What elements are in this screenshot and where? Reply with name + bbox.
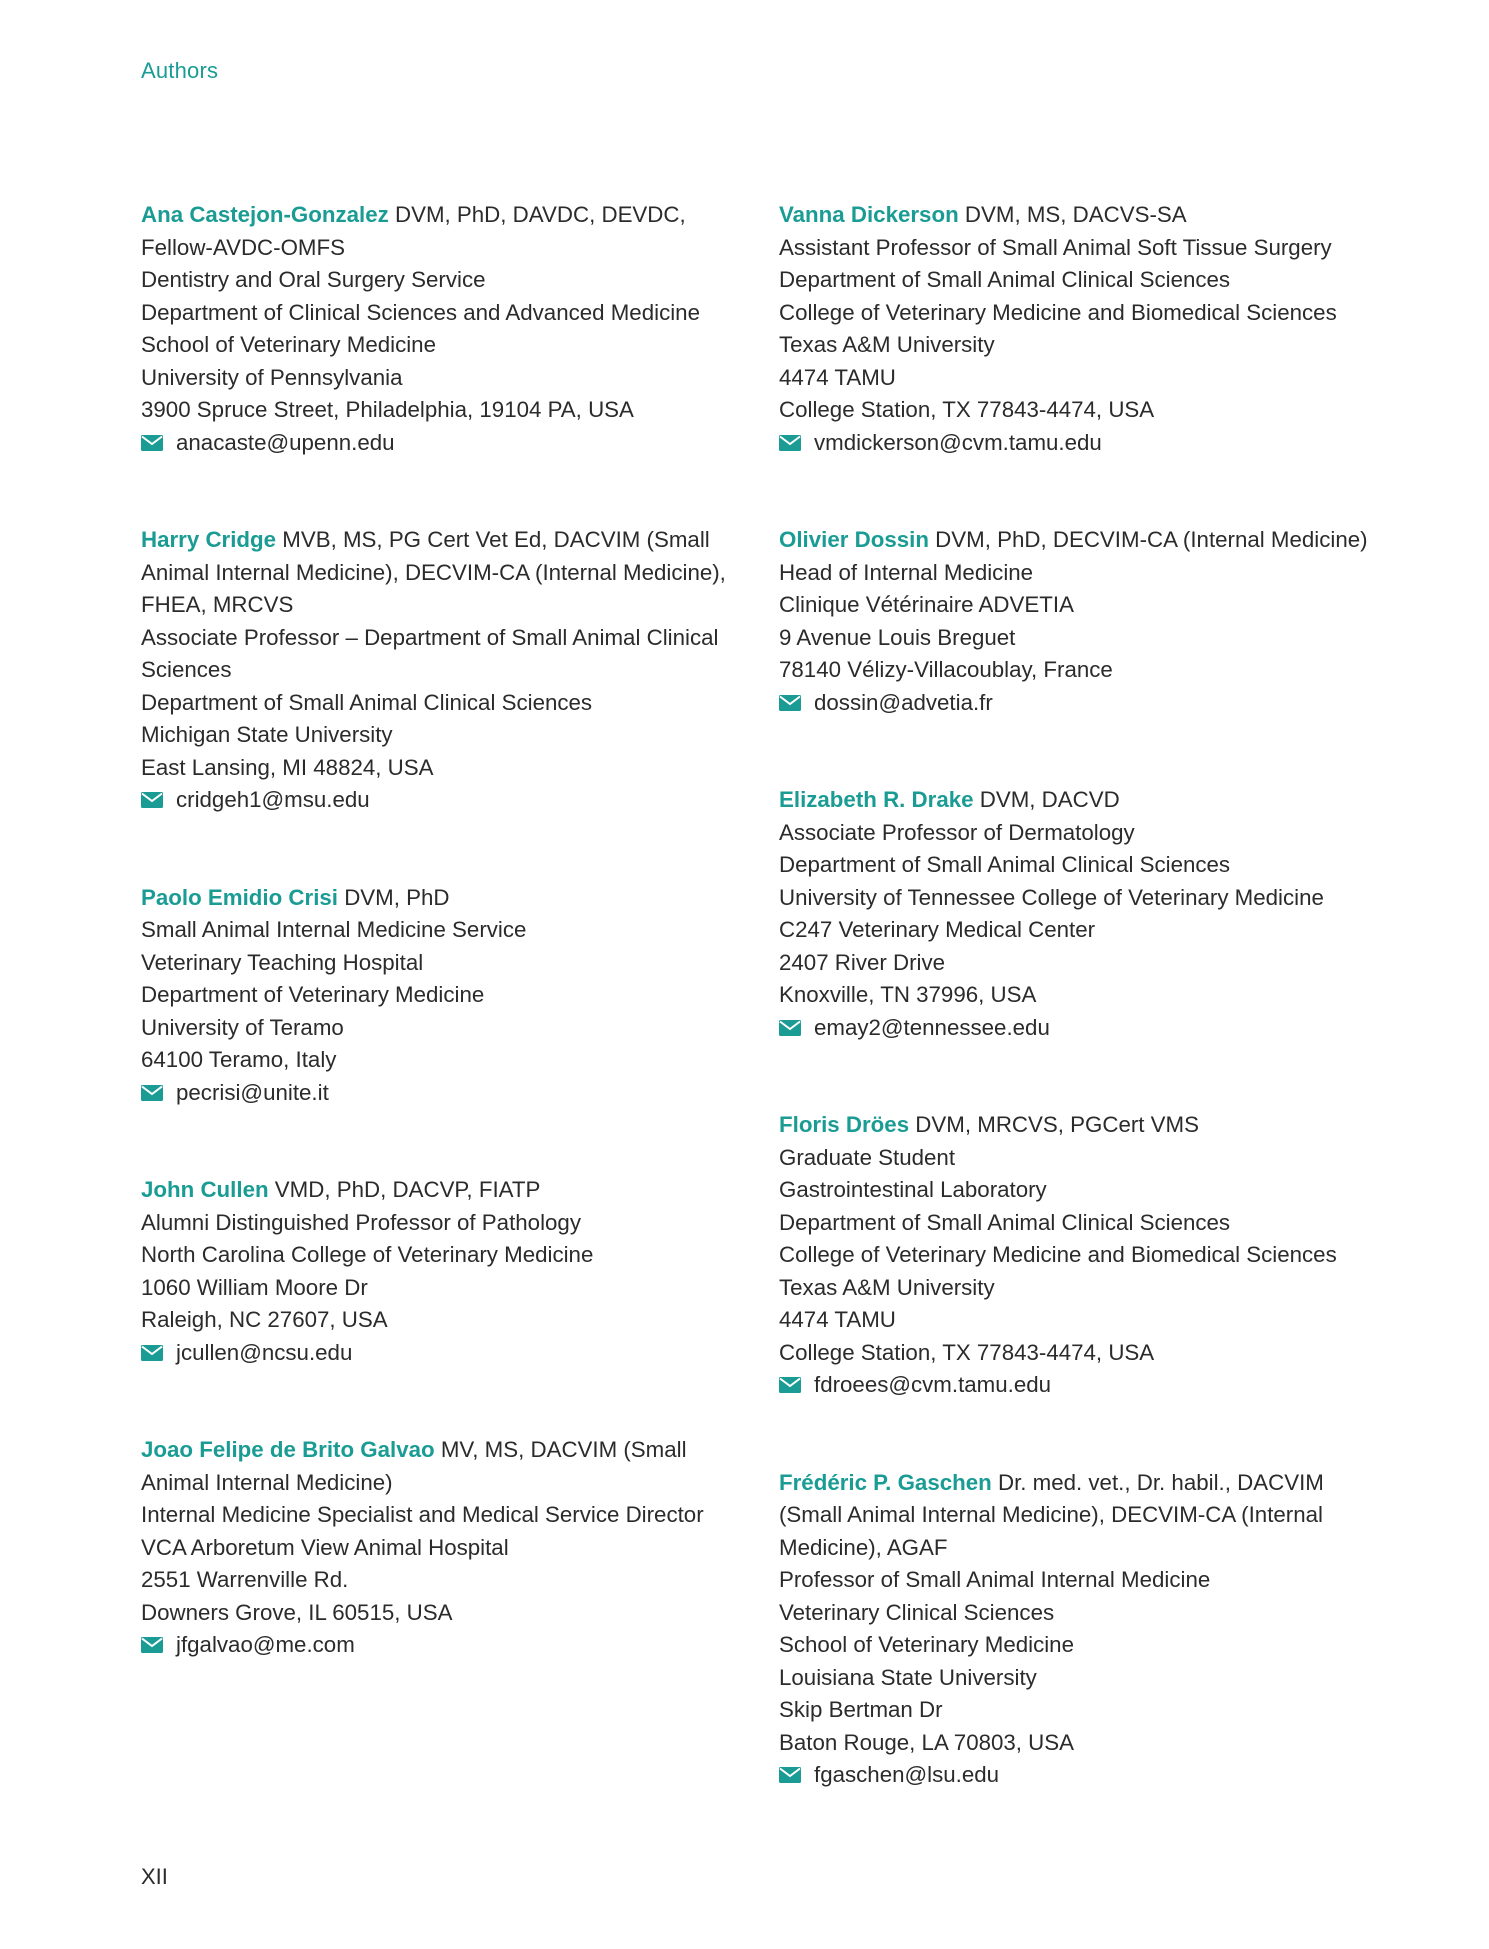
author-name: Floris Dröes (779, 1112, 910, 1137)
author-name: Joao Felipe de Brito Galvao (141, 1437, 435, 1462)
affiliation-line: Associate Professor – Department of Small Animal Clinical (141, 624, 719, 650)
email-line (779, 1012, 1459, 1045)
affiliation-line: College Station, TX 77843-4474, USA (779, 1339, 1155, 1365)
email-line (141, 784, 761, 817)
affiliation-line: Assistant Professor of Small Animal Soft Tissue Surgery (779, 234, 1332, 260)
email-link[interactable]: jfgalvao@me.com (176, 1632, 355, 1657)
right-author-column (779, 199, 1459, 1792)
affiliation-line: College of Veterinary Medicine and Biomedical Sciences (779, 1242, 1337, 1267)
affiliation-line: Fellow-AVDC-OMFS (141, 234, 345, 260)
author-credentials: Dr. med. vet., Dr. habil., DACVIM (991, 1469, 1324, 1495)
affiliation-line: 9 Avenue Louis Breguet (779, 624, 1016, 650)
affiliation-line: University of Tennessee College of Veterinary Medicine (779, 884, 1324, 910)
author-credentials: VMD, PhD, DACVP, FIATP (268, 1177, 541, 1202)
affiliation-line: College Station, TX 77843-4474, USA (779, 397, 1155, 422)
author-name: Ana Castejon-Gonzalez (141, 202, 389, 227)
affiliation-line: University of Teramo (141, 1014, 344, 1040)
affiliation-line: Michigan State University (141, 722, 393, 747)
email-link[interactable]: pecrisi@unite.it (176, 1079, 329, 1105)
email-line (141, 1077, 761, 1110)
author-name: Harry Cridge (141, 527, 277, 552)
affiliation-line: Gastrointestinal Laboratory (779, 1177, 1047, 1202)
affiliation-line: Clinique Vétérinaire ADVETIA (779, 592, 1074, 617)
author-entry (141, 199, 761, 459)
author-entry (141, 1434, 761, 1662)
email-line (141, 1337, 761, 1370)
affiliation-line: 78140 Vélizy-Villacoublay, France (779, 657, 1113, 682)
affiliation-line: C247 Veterinary Medical Center (779, 917, 1096, 942)
envelope-icon (141, 792, 163, 808)
author-name: Frédéric P. Gaschen (779, 1469, 992, 1495)
page-number: XII (141, 1864, 168, 1889)
affiliation-line: Texas A&M University (779, 332, 995, 357)
affiliation-line: Animal Internal Medicine), DECVIM-CA (Internal Medicine), (141, 559, 726, 585)
envelope-icon (141, 1085, 163, 1101)
envelope-icon (779, 435, 801, 451)
author-credentials: DVM, PhD (338, 884, 450, 910)
author-name: Olivier Dossin (779, 527, 929, 552)
author-credentials: MV, MS, DACVIM (Small (434, 1437, 687, 1462)
email-link[interactable]: anacaste@upenn.edu (176, 429, 395, 455)
affiliation-line: Veterinary Teaching Hospital (141, 949, 424, 975)
envelope-icon (779, 1377, 801, 1393)
affiliation-line: 2551 Warrenville Rd. (141, 1567, 349, 1592)
author-name: Paolo Emidio Crisi (141, 884, 338, 910)
author-credentials: DVM, PhD, DECVIM-CA (Internal Medicine) (928, 527, 1368, 552)
affiliation-line: VCA Arboretum View Animal Hospital (141, 1534, 509, 1560)
left-author-column (141, 199, 761, 1662)
affiliation-line: Department of Small Animal Clinical Sciences (779, 852, 1231, 877)
author-name: Elizabeth R. Drake (779, 787, 974, 812)
envelope-icon (141, 1345, 163, 1361)
author-name: John Cullen (141, 1177, 269, 1202)
affiliation-line: Department of Small Animal Clinical Sciences (141, 689, 593, 715)
affiliation-line: Department of Small Animal Clinical Sciences (779, 1209, 1231, 1235)
affiliation-line: (Small Animal Internal Medicine), DECVIM-CA (Internal (779, 1502, 1323, 1527)
affiliation-line: College of Veterinary Medicine and Biomedical Sciences (779, 299, 1337, 325)
affiliation-line: Dentistry and Oral Surgery Service (141, 267, 486, 292)
email-line (779, 427, 1459, 460)
affiliation-line: Graduate Student (779, 1144, 956, 1170)
envelope-icon (141, 435, 163, 451)
affiliation-line: School of Veterinary Medicine (141, 332, 436, 357)
affiliation-line: Baton Rouge, LA 70803, USA (779, 1729, 1075, 1755)
author-entry (779, 1467, 1459, 1792)
envelope-icon (779, 1767, 801, 1783)
affiliation-line: 2407 River Drive (779, 949, 946, 975)
email-link[interactable]: dossin@advetia.fr (814, 689, 993, 715)
author-credentials: DVM, PhD, DAVDC, DEVDC, (388, 202, 686, 227)
affiliation-line: Department of Small Animal Clinical Sciences (779, 267, 1231, 292)
affiliation-line: Associate Professor of Dermatology (779, 819, 1135, 845)
affiliation-line: Texas A&M University (779, 1274, 995, 1300)
affiliation-line: Department of Clinical Sciences and Advanced Medicine (141, 299, 700, 325)
affiliation-line: Internal Medicine Specialist and Medical Service Director (141, 1502, 704, 1527)
affiliation-line: North Carolina College of Veterinary Medicine (141, 1242, 594, 1267)
affiliation-line: University of Pennsylvania (141, 364, 403, 390)
email-link[interactable]: fdroees@cvm.tamu.edu (814, 1372, 1052, 1397)
envelope-icon (779, 1020, 801, 1036)
affiliation-line: Knoxville, TN 37996, USA (779, 982, 1037, 1007)
affiliation-line: Skip Bertman Dr (779, 1697, 943, 1722)
author-entry (141, 1174, 761, 1369)
affiliation-line: Downers Grove, IL 60515, USA (141, 1599, 453, 1625)
affiliation-line: FHEA, MRCVS (141, 592, 294, 617)
envelope-icon (141, 1637, 163, 1653)
email-line (141, 427, 761, 460)
author-entry (779, 199, 1459, 459)
envelope-icon (779, 695, 801, 711)
affiliation-line: School of Veterinary Medicine (779, 1632, 1074, 1657)
author-entry (141, 524, 761, 817)
affiliation-line: East Lansing, MI 48824, USA (141, 754, 434, 780)
email-link[interactable]: emay2@tennessee.edu (814, 1014, 1050, 1040)
affiliation-line: Small Animal Internal Medicine Service (141, 917, 527, 942)
author-entry (779, 524, 1459, 719)
affiliation-line: Department of Veterinary Medicine (141, 982, 485, 1007)
author-entry (779, 1109, 1459, 1402)
author-entry (141, 882, 761, 1110)
author-credentials: DVM, DACVD (973, 787, 1120, 812)
affiliation-line: Louisiana State University (779, 1664, 1037, 1690)
running-head: Authors (141, 58, 219, 83)
author-credentials: DVM, MS, DACVS-SA (958, 202, 1187, 227)
author-credentials: MVB, MS, PG Cert Vet Ed, DACVIM (Small (276, 527, 710, 552)
email-line (779, 687, 1459, 720)
affiliation-line: 1060 William Moore Dr (141, 1274, 368, 1300)
email-link[interactable]: fgaschen@lsu.edu (814, 1762, 1000, 1787)
affiliation-line: Animal Internal Medicine) (141, 1469, 393, 1495)
email-link[interactable]: jcullen@ncsu.edu (176, 1339, 353, 1365)
affiliation-line: Professor of Small Animal Internal Medicine (779, 1567, 1211, 1592)
email-link[interactable]: cridgeh1@msu.edu (176, 787, 370, 812)
affiliation-line: Alumni Distinguished Professor of Pathology (141, 1209, 581, 1235)
email-line (779, 1369, 1459, 1402)
affiliation-line: 3900 Spruce Street, Philadelphia, 19104 PA, USA (141, 397, 634, 422)
email-line (141, 1629, 761, 1662)
author-entry (779, 784, 1459, 1044)
affiliation-line: Head of Internal Medicine (779, 559, 1034, 585)
email-link[interactable]: vmdickerson@cvm.tamu.edu (814, 429, 1102, 455)
affiliation-line: 4474 TAMU (779, 1307, 896, 1332)
affiliation-line: 64100 Teramo, Italy (141, 1047, 337, 1072)
author-name: Vanna Dickerson (779, 202, 959, 227)
affiliation-line: 4474 TAMU (779, 364, 896, 390)
affiliation-line: Sciences (141, 657, 232, 682)
author-credentials: DVM, MRCVS, PGCert VMS (909, 1112, 1200, 1137)
email-line (779, 1759, 1459, 1792)
affiliation-line: Medicine), AGAF (779, 1534, 948, 1560)
affiliation-line: Raleigh, NC 27607, USA (141, 1307, 388, 1332)
affiliation-line: Veterinary Clinical Sciences (779, 1599, 1055, 1625)
